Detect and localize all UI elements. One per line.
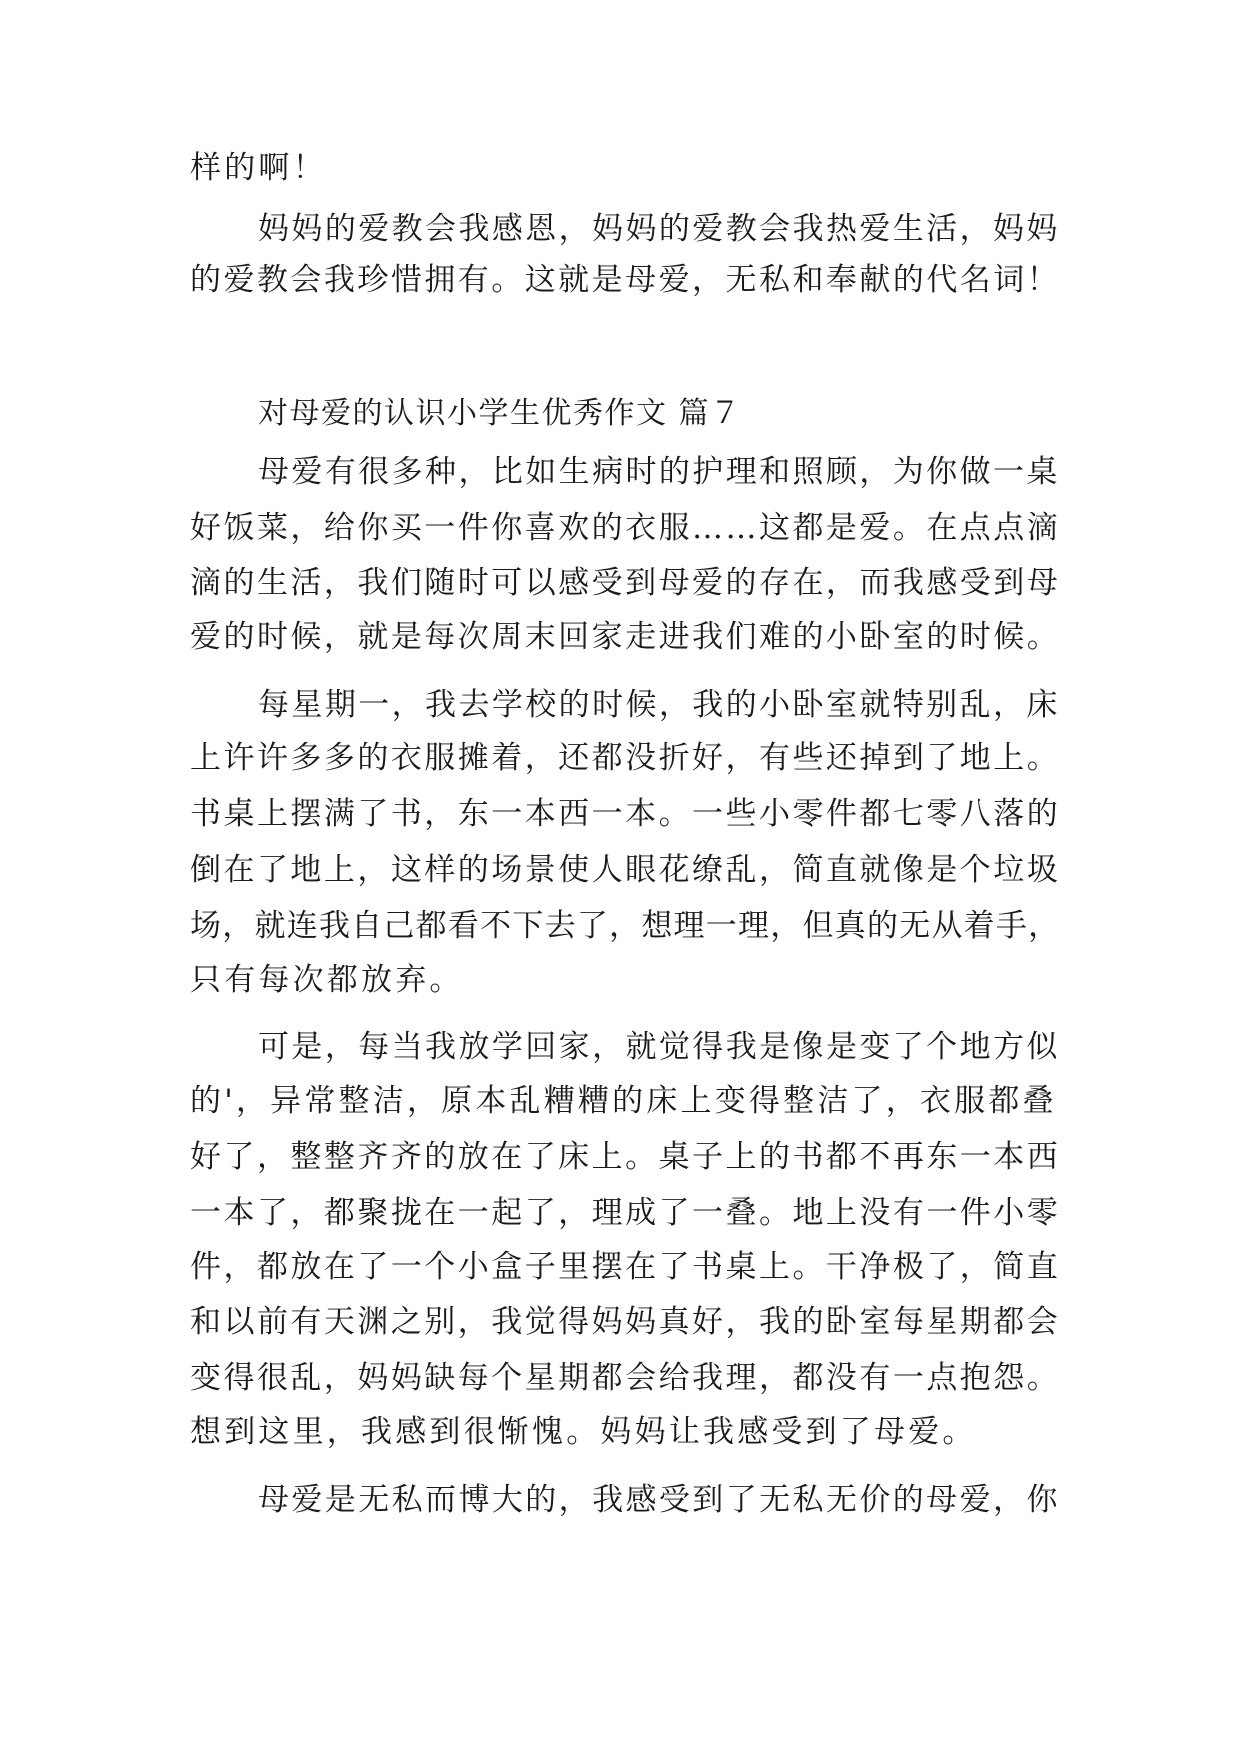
paragraph-line: 书桌上摆满了书，东一本西一本。一些小零件都七零八落的 [190,796,1061,832]
paragraph-line: 想到这里，我感到很惭愧。妈妈让我感受到了母爱。 [190,1414,977,1450]
paragraph-line: 只有每次都放弃。 [190,962,464,998]
paragraph-line: 滴的生活，我们随时可以感受到母爱的存在，而我感受到母 [190,565,1061,601]
section-heading: 对母爱的认识小学生优秀作文 篇７ [258,396,742,431]
paragraph-line: 件，都放在了一个小盒子里摆在了书桌上。干净极了，简直 [190,1249,1061,1285]
paragraph-line: 变得很乱，妈妈缺每个星期都会给我理，都没有一点抱怨。 [190,1360,1061,1396]
paragraph-line: 母爱是无私而博大的，我感受到了无私无价的母爱，你 [258,1482,1060,1518]
paragraph-line: 妈妈的爱教会我感恩，妈妈的爱教会我热爱生活，妈妈 [258,211,1060,247]
paragraph-line: 好了，整整齐齐的放在了床上。桌子上的书都不再东一本西 [190,1139,1061,1175]
paragraph-line: 样的啊！ [190,150,327,186]
paragraph-line: 和以前有天渊之别，我觉得妈妈真好，我的卧室每星期都会 [190,1304,1061,1340]
paragraph-line: 的爱教会我珍惜拥有。这就是母爱，无私和奉献的代名词！ [190,262,1061,298]
paragraph-line: 好饭菜，给你买一件你喜欢的衣服……这都是爱。在点点滴 [190,510,1061,546]
paragraph-line: 每星期一，我去学校的时候，我的小卧室就特别乱，床 [258,687,1060,723]
paragraph-line: 上许许多多的衣服摊着，还都没折好，有些还掉到了地上。 [190,740,1061,776]
paragraph-line: 一本了，都聚拢在一起了，理成了一叠。地上没有一件小零 [190,1195,1061,1231]
paragraph-line: 母爱有很多种，比如生病时的护理和照顾，为你做一桌 [258,454,1060,490]
paragraph-line: 倒在了地上，这样的场景使人眼花缭乱，简直就像是个垃圾 [190,852,1061,888]
paragraph-line: 可是，每当我放学回家，就觉得我是像是变了个地方似 [258,1029,1060,1065]
paragraph-line: 场，就连我自己都看不下去了，想理一理，但真的无从着手， [190,908,1061,944]
paragraph-line: 的'，异常整洁，原本乱糟糟的床上变得整洁了，衣服都叠 [190,1083,1057,1119]
paragraph-line: 爱的时候，就是每次周末回家走进我们难的小卧室的时候。 [190,619,1061,655]
